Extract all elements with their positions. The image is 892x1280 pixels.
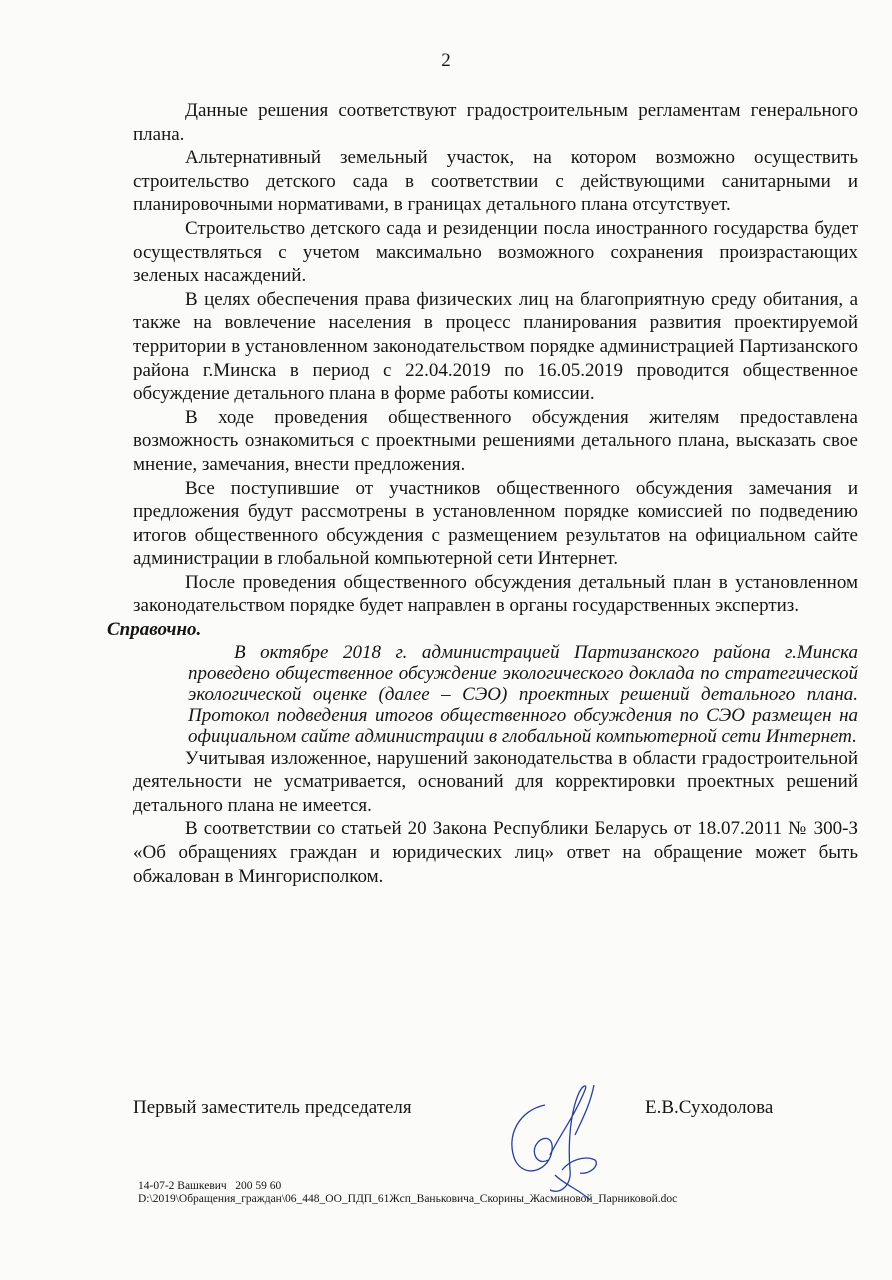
letter-body [107,99,858,888]
paragraph: Строительство детского сада и резиденции посла иностранного государства будет осуществляться с учетом максимально возможного сохранения произрастающих зеленых насаждений. [133,217,858,287]
reference-heading: Справочно. [107,619,202,641]
signatory-title: Первый заместитель председателя [133,1097,412,1118]
paragraph: Данные решения соответствуют градостроительным регламентам генерального плана. [133,100,858,145]
closing-paragraph: Учитывая изложенное, нарушений законодательства в области градостроительной деятельности не усматривается, оснований для корректировки проектных решений детального плана не имеется. [133,747,858,816]
document-footer [138,1180,677,1206]
file-path: D:\2019\Обращения_граждан\06_448_ОО_ПДП_61Жсп_Ваньковича_Скорины_Жасминовой_Парниковой.doc [138,1193,678,1205]
paragraph: В целях обеспечения права физических лиц на благоприятную среду обитания, а также на вовлечение населения в процесс планирования развития проектируемой территории в установленном законодательством порядке администрацией Партизанского района г.Минска в период с 22.04.2019 по 16.05.2019 проводится общественное обсуждение детального плана в форме работы комиссии. [133,288,858,405]
paragraph: Альтернативный земельный участок, на котором возможно осуществить строительство детского сада в соответствии с действующими санитарными и планировочными нормативами, в границах детального плана отсутствует. [133,147,858,216]
page-number: 2 [441,50,451,71]
closing-paragraph: В соответствии со статьей 20 Закона Республики Беларусь от 18.07.2011 № 300-З «Об обращениях граждан и юридических лиц» ответ на обращение может быть обжалован в Мингорисполком. [133,818,858,887]
paragraph: В ходе проведения общественного обсуждения жителям предоставлена возможность ознакомиться с проектными решениями детального плана, высказать свое мнение, замечания, внести предложения. [133,406,858,475]
reference-text: В октябре 2018 г. администрацией Партизанского района г.Минска проведено общественное обсуждение экологического доклада по стратегической экологической оценке (далее – СЭО) проектных решений детального плана. Протокол подведения итогов общественного обсуждения по СЭО размещен на официальном сайте администрации в глобальной компьютерной сети Интернет. [188,641,858,747]
paragraph: Все поступившие от участников общественного обсуждения замечания и предложения будут рассмотрены в установленном порядке комиссией по подведению итогов общественного обсуждения с размещением результатов на официальном сайте администрации в глобальной компьютерной сети Интернет. [133,477,858,570]
signatory-name: Е.В.Суходолова [645,1097,774,1118]
executor-contact: 14-07-2 Вашкевич 200 59 60 [138,1180,282,1192]
paragraph: После проведения общественного обсуждения детальный план в установленном законодательством порядке будет направлен в органы государственных экспертиз. [133,571,858,617]
